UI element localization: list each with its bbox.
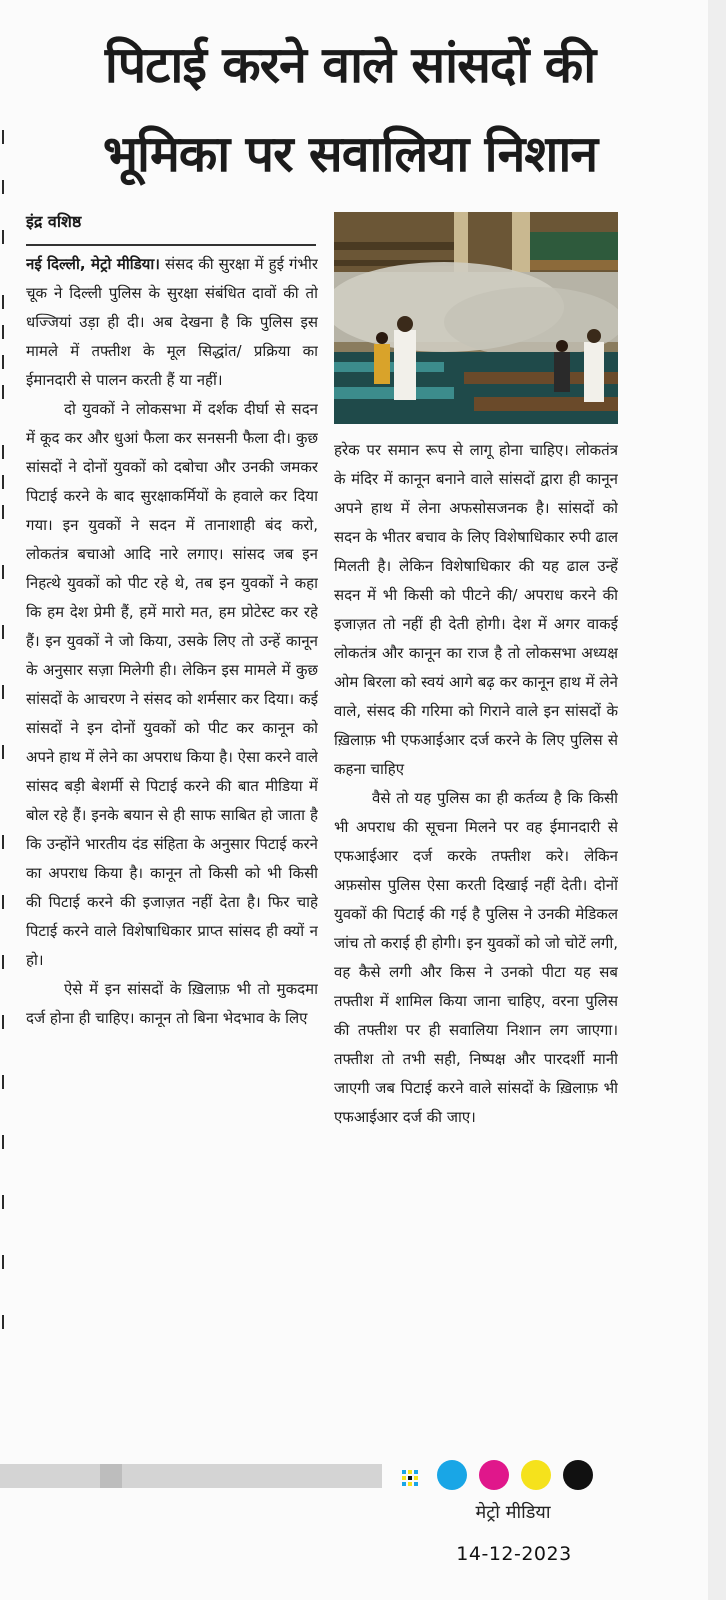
registration-mark-icon xyxy=(402,1470,418,1486)
publication-date: 14-12-2023 xyxy=(456,1543,572,1565)
paragraph: वैसे तो यह पुलिस का ही कर्तव्य है कि किसी भी अपराध की सूचना मिलने पर वह ईमानदारी से एफआईआर दर्ज करके तफ्तीश करे। लेकिन अफ़सोस पुलिस ऐसा करती दिखाई नहीं देती। दोनों युवकों की पिटाई की गई है पुलिस ने उनकी मेडिकल जांच तो कराई ही होगी। इन युवकों को जो चोटें लगी, वह कैसे लगी और किस ने उनको पीटा यह सब तफ्तीश में शामिल किया जाना चाहिए, वरना पुलिस की तफ्तीश पर ही सवालिया निशान लग जाएगा। तफ्तीश तो तभी सही, निष्पक्ष और पारदर्शी मानी जाएगी जब पिटाई करने वाले सांसदों के ख़िलाफ़ भी एफआईआर दर्ज की जाए। xyxy=(334,789,618,1126)
headline-line-1: पिटाई करने वाले सांसदों की xyxy=(104,36,596,94)
dateline: नई दिल्ली, मेट्रो मीडिया। xyxy=(26,255,160,273)
paragraph-text: संसद की सुरक्षा में हुई गंभीर चूक ने दिल्ली पुलिस के सुरक्षा संबंधित दावों की तो धज्जियां उड़ा ही दी। अब देखना है कि पुलिस इस मामले में तफ्तीश के मूल सिद्धांत/ प्रक्रिया का ईमानदारी से पालन करती हैं या नहीं। xyxy=(26,255,318,389)
publication-name: मेट्रो मीडिया xyxy=(475,1502,551,1523)
paragraph: हरेक पर समान रूप से लागू होना चाहिए। लोकतंत्र के मंदिर में कानून बनाने वाले सांसदों द्वारा ही कानून अपने हाथ में लेना अफसोसजनक है। सांसदों को सदन के भीतर बचाव के लिए विशेषाधिकार रुपी ढाल मिलती है। लेकिन विशेषाधिकार की यह ढाल उन्हें सदन में भी किसी को पीटने की/ अपराध करने की इजाज़त तो नहीं ही देती होगी। देश में अगर वाकई लोकतंत्र और कानून का राज है तो लोकसभा अध्यक्ष ओम बिरला को स्वयं आगे बढ़ कर कानून हाथ में लेने वाले, संसद की गरिमा को गिराने वाले इन सांसदों के ख़िलाफ़ भी एफआईआर दर्ज करने के लिए पुलिस से कहना चाहिए xyxy=(334,441,618,778)
page-edge xyxy=(708,0,726,1600)
cyan-print-dot-icon xyxy=(437,1460,467,1490)
byline-rule xyxy=(26,244,316,246)
print-trim-segment xyxy=(100,1464,122,1488)
adjacent-column-fragments xyxy=(0,120,12,1360)
news-photo-parliament-smoke xyxy=(334,212,618,424)
paragraph: ऐसे में इन सांसदों के ख़िलाफ़ भी तो मुकदमा दर्ज होना ही चाहिए। कानून तो बिना भेदभाव के लिए xyxy=(26,980,318,1027)
paragraph: दो युवकों ने लोकसभा में दर्शक दीर्घा से सदन में कूद कर और धुआं फैला कर सनसनी फैला दी। कुछ सांसदों ने दोनों युवकों को दबोचा और उनकी जमकर पिटाई करने के बाद सुरक्षाकर्मियों के हवाले कर दिया गया। इन युवकों ने सदन में तानाशाही बंद करो, लोकतंत्र बचाओ आदि नारे लगाए। सांसद जब इन निहत्थे युवकों को पीट रहे थे, तब इन युवकों ने कहा कि हम देश प्रेमी हैं, हमें मारो मत, हम प्रोटेस्ट कर रहे हैं। इन युवकों ने जो किया, उसके लिए तो उन्हें कानून के अनुसार सज़ा मिलेगी ही। लेकिन इस मामले में कुछ सांसदों के आचरण ने संसद को शर्मसार कर दिया। कई सांसदों ने इन दोनों युवकों को पीट कर कानून को अपने हाथ में लेने का अपराध किया है। ऐसा करने वाले सांसद बड़ी बेशर्मी से पिटाई करने की बात मीडिया में बोल रहे हैं। इनके बयान से ही साफ साबित हो जाता है कि उन्होंने भारतीय दंड संहिता के अनुसार पिटाई करने का अपराध किया है। कानून तो किसी को भी किसी की पिटाई करने की इजाज़त नहीं देता है। फिर चाहे पिटाई करने वाले विशेषाधिकार प्राप्त सांसद ही क्यों न हो। xyxy=(26,400,318,969)
paragraph xyxy=(26,250,318,395)
yellow-print-dot-icon xyxy=(521,1460,551,1490)
byline: इंद्र वशिष्ठ xyxy=(26,212,82,231)
black-print-dot-icon xyxy=(563,1460,593,1490)
article-column-left xyxy=(26,250,318,1410)
magenta-print-dot-icon xyxy=(479,1460,509,1490)
article-column-right xyxy=(334,436,618,1426)
print-trim-bar xyxy=(0,1464,382,1488)
headline-line-2: भूमिका पर सवालिया निशान xyxy=(102,125,598,183)
